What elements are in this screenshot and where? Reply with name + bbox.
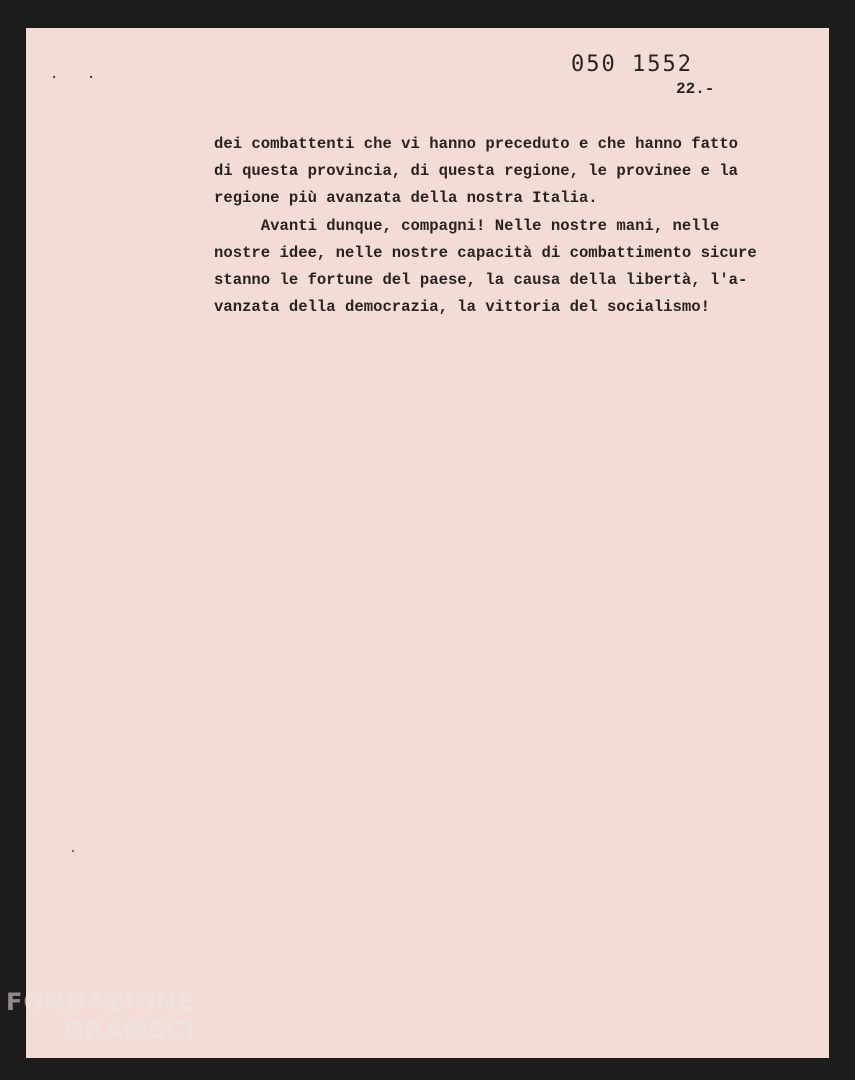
text-line: vanzata della democrazia, la vittoria del socialismo! xyxy=(214,298,710,317)
text-line: di questa provincia, di questa regione, le provinee e la xyxy=(214,162,739,181)
text-line: regione più avanzata della nostra Italia. xyxy=(214,189,598,208)
fondazione-gramsci-watermark xyxy=(6,988,201,1054)
watermark-line-2: GRAMSCI xyxy=(64,1016,196,1044)
archive-number-stamp: 050 1552 xyxy=(571,52,693,77)
text-line: stanno le fortune del paese, la causa della libertà, l'a- xyxy=(214,271,748,290)
page-number: 22.- xyxy=(676,80,715,98)
text-line: dei combattenti che vi hanno preceduto e che hanno fatto xyxy=(214,135,739,153)
text-line: nostre idee, nelle nostre capacità di combattimento sicure xyxy=(214,243,757,262)
watermark-suffix: onlus xyxy=(176,1044,201,1054)
typed-text-body xyxy=(214,131,814,321)
margin-marks: . . xyxy=(50,66,106,82)
text-line: Avanti dunque, compagni! Nelle nostre mani, nelle xyxy=(214,216,720,235)
margin-dot xyxy=(72,850,74,852)
watermark-line-1: FONDAZIONE xyxy=(6,988,195,1016)
